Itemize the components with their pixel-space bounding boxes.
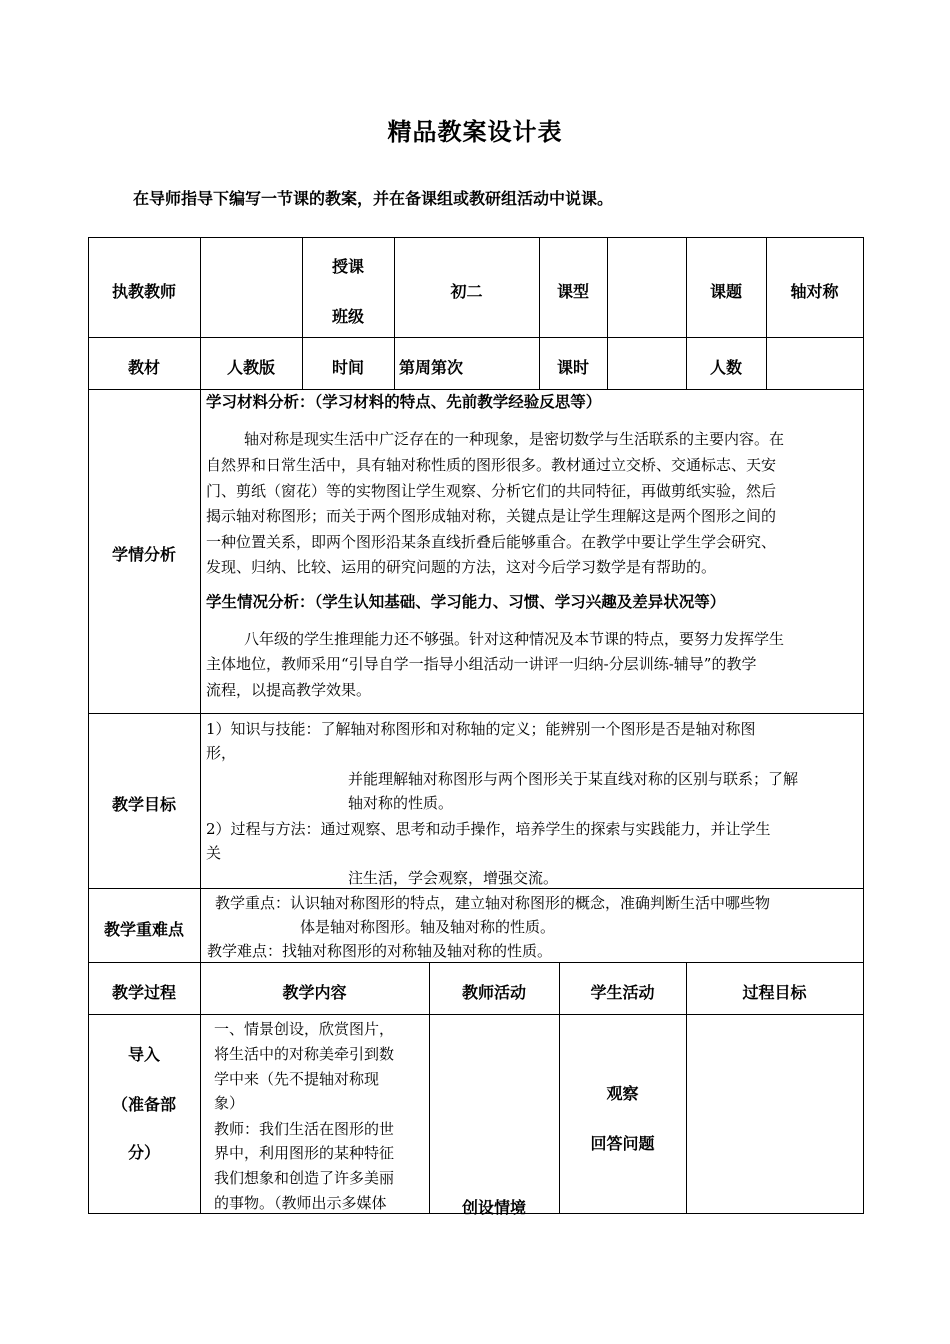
material-line: 门、剪纸（窗花）等的实物图让学生观察、分析它们的共同特征，再做剪纸实验，然后	[206, 482, 777, 500]
key-points-label: 教学重难点	[103, 920, 184, 939]
material-analysis-heading: 学习材料分析：（学习材料的特点、先前教学经验反思等）	[206, 393, 602, 411]
goal-line: 形，	[206, 744, 237, 762]
intro-content-line: 界中，利用图形的某种特征	[214, 1144, 395, 1162]
intro-student-activity-line2: 回答问题	[590, 1134, 655, 1153]
intro-content-line: 象）	[214, 1094, 245, 1112]
teacher-label: 执教教师	[111, 282, 176, 301]
intro-teacher-activity: 创设情境	[461, 1198, 526, 1217]
intro-content-line: 一、情景创设，欣赏图片，	[214, 1020, 395, 1038]
goal-line: 关	[206, 844, 222, 862]
intro-content-line: 将生活中的对称美牵引到数	[214, 1045, 395, 1063]
process-col-student: 学生活动	[590, 983, 655, 1002]
process-col-teacher: 教师活动	[461, 983, 526, 1002]
material-line: 一种位置关系，即两个图形沿某条直线折叠后能够重合。在教学中要让学生学会研究、	[206, 533, 777, 551]
intro-content-line: 的事物。（教师出示多媒体	[214, 1194, 387, 1212]
material-line: 发现、归纳、比较、运用的研究问题的方法，这对今后学习数学是有帮助的。	[206, 558, 717, 576]
material-line: 轴对称是现实生活中广泛存在的一种现象，是密切数学与生活联系的主要内容。在	[244, 430, 785, 448]
process-col-stage: 教学过程	[111, 983, 176, 1002]
goals-label: 教学目标	[111, 795, 176, 814]
intro-label-line1: 导入	[127, 1045, 160, 1064]
topic-value: 轴对称	[790, 282, 839, 301]
student-line: 八年级的学生推理能力还不够强。针对这种情况及本节课的特点，要努力发挥学生	[244, 630, 785, 648]
goal-line: 1）知识与技能：了解轴对称图形和对称轴的定义；能辨别一个图形是否是轴对称图	[206, 720, 756, 738]
goal-line: 并能理解轴对称图形与两个图形关于某直线对称的区别与联系；了解	[348, 770, 799, 788]
analysis-label: 学情分析	[111, 545, 176, 564]
key-point-line: 教学重点：认识轴对称图形的特点，建立轴对称图形的概念，准确判断生活中哪些物	[215, 894, 771, 912]
topic-label: 课题	[709, 282, 742, 301]
material-label: 教材	[127, 358, 160, 377]
key-point-line: 教学难点：找轴对称图形的对称轴及轴对称的性质。	[207, 942, 553, 960]
student-line: 主体地位，教师采用“引导自学一指导小组活动一讲评一归纳-分层训练-辅导”的教学	[206, 655, 757, 673]
goal-line: 注生活，学会观察，增强交流。	[348, 869, 559, 887]
class-label-line2: 班级	[331, 307, 364, 326]
student-analysis-heading: 学生情况分析：（学生认知基础、学习能力、习惯、学习兴趣及差异状况等）	[206, 593, 726, 611]
student-line: 流程，以提高教学效果。	[206, 681, 372, 699]
material-line: 自然界和日常生活中，具有轴对称性质的图形很多。教材通过立交桥、交通标志、天安	[206, 456, 777, 474]
time-value: 第周第次	[399, 358, 464, 377]
process-col-content: 教学内容	[282, 983, 347, 1002]
intro-student-activity-line1: 观察	[606, 1084, 639, 1103]
goal-line: 2）过程与方法：通过观察、思考和动手操作，培养学生的探索与实践能力，并让学生	[206, 820, 771, 838]
page-title: 精品教案设计表	[387, 118, 563, 146]
class-value: 初二	[450, 282, 483, 301]
class-label-line1: 授课	[331, 257, 364, 276]
material-line: 揭示轴对称图形；而关于两个图形成轴对称，关键点是让学生理解这是两个图形之间的	[206, 507, 777, 525]
intro-content-line: 我们想象和创造了许多美丽	[214, 1169, 395, 1187]
goal-line: 轴对称的性质。	[348, 794, 454, 812]
intro-content-line: 教师：我们生活在图形的世	[214, 1120, 395, 1138]
material-value: 人教版	[226, 358, 275, 377]
page-subtitle: 在导师指导下编写一节课的教案，并在备课组或教研组活动中说课。	[133, 189, 614, 208]
type-label: 课型	[556, 282, 589, 301]
period-label: 课时	[556, 358, 589, 377]
intro-label-line3: 分）	[127, 1143, 160, 1162]
process-col-goal: 过程目标	[742, 983, 807, 1002]
intro-content-line: 学中来（先不提轴对称现	[214, 1070, 380, 1088]
time-label: 时间	[331, 358, 364, 377]
key-point-line: 体是轴对称图形。轴及轴对称的性质。	[300, 918, 556, 936]
count-label: 人数	[709, 358, 742, 377]
intro-label-line2: （准备部	[111, 1095, 176, 1114]
